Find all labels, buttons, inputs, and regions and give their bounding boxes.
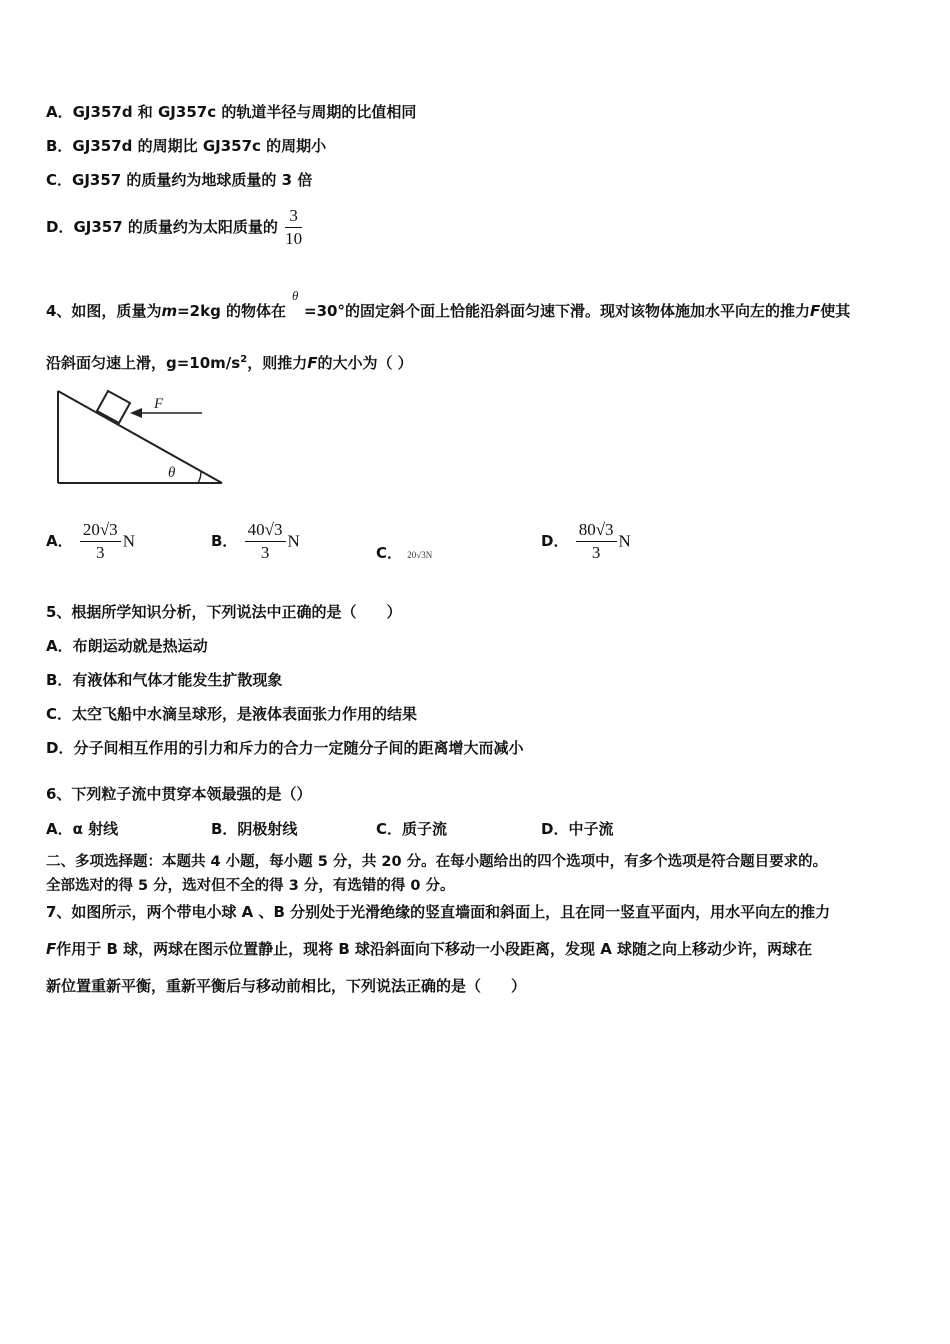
q3-option-c: C．GJ357 的质量约为地球质量的 3 倍 <box>46 171 313 189</box>
q3-option-b: B．GJ357d 的周期比 GJ357c 的周期小 <box>46 137 327 155</box>
q3-option-d-text: D．GJ357 的质量约为太阳质量的 <box>46 218 278 236</box>
q4-option-c <box>376 542 432 563</box>
q7-stem-line2 <box>46 939 812 959</box>
force-label: F <box>154 396 164 412</box>
q4-text-g: 的大小为（ ） <box>317 354 413 372</box>
q4-text-b: =2kg 的物体在 <box>177 302 287 320</box>
theta-symbol: θ <box>292 288 299 303</box>
force-variable: F <box>46 940 57 958</box>
angle-arc <box>198 471 201 483</box>
block-box <box>97 391 130 423</box>
q4-option-b <box>211 518 300 565</box>
q6-option-b: B．阴极射线 <box>211 820 298 838</box>
mass-variable: m <box>161 302 178 320</box>
fraction-denominator: 3 <box>260 543 270 562</box>
incline-slope <box>58 391 222 483</box>
fraction-denominator: 3 <box>96 543 105 562</box>
option-unit: N <box>618 531 631 551</box>
incline-diagram <box>50 385 240 495</box>
option-value-small: 20√3N <box>407 550 433 560</box>
fraction-numerator: 3 <box>285 205 302 228</box>
q4-stem-line2 <box>46 350 413 373</box>
option-label: A． <box>46 532 73 550</box>
q3-option-d-fraction <box>285 205 302 250</box>
q7-text: 作用于 B 球，两球在图示位置静止，现将 B 球沿斜面向下移动一小段距离，发现 A 球随之向上移动少许，两球在 <box>56 940 813 958</box>
q5-option-d: D．分子间相互作用的引力和斥力的合力一定随分子间的距离增大而减小 <box>46 739 524 757</box>
angle-label: θ <box>168 465 176 481</box>
q6-option-c: C．质子流 <box>376 820 448 838</box>
section2-heading-line1: 二、多项选择题：本题共 4 小题，每小题 5 分，共 20 分。在每小题给出的四个选项中，有多个选项是符合题目要求的。 <box>46 854 828 870</box>
q4-option-d <box>541 518 631 565</box>
force-variable: F <box>810 302 821 320</box>
option-unit: N <box>122 531 135 551</box>
q7-stem-line3: 新位置重新平衡，重新平衡后与移动前相比，下列说法正确的是（ ） <box>46 977 527 995</box>
force-arrow-head <box>130 408 142 418</box>
q4-text-c: =30°的固定斜个面上恰能沿斜面匀速下滑。现对该物体施加水平向左的推力 <box>304 302 810 320</box>
q5-option-c: C．太空飞船中水滴呈球形，是液体表面张力作用的结果 <box>46 705 418 723</box>
option-fraction <box>245 519 286 564</box>
fraction-numerator: 20√3 <box>80 519 121 542</box>
option-unit: N <box>287 531 300 551</box>
option-label: D． <box>541 532 569 550</box>
q5-stem: 5、根据所学知识分析，下列说法中正确的是（ ） <box>46 603 402 621</box>
fraction-denominator: 3 <box>591 543 601 562</box>
q5-option-a: A．布朗运动就是热运动 <box>46 637 208 655</box>
q5-option-b: B．有液体和气体才能发生扩散现象 <box>46 671 283 689</box>
q4-text-f: ，则推力 <box>247 354 308 372</box>
section2-heading-line2: 全部选对的得 5 分，选对但不全的得 3 分，有选错的得 0 分。 <box>46 878 455 894</box>
q3-option-a: A．GJ357d 和 GJ357c 的轨道半径与周期的比值相同 <box>46 103 417 121</box>
q4-text-a: 4、如图，质量为 <box>46 302 162 320</box>
q7-stem-line1: 7、如图所示，两个带电小球 A 、B 分别处于光滑绝缘的竖直墙面和斜面上，且在同一竖直平面内，用水平向左的推力 <box>46 903 831 921</box>
option-fraction <box>80 519 121 564</box>
q4-text-e: 沿斜面匀速上滑，g=10m/s <box>46 354 241 372</box>
option-label: C． <box>376 544 403 562</box>
q4-stem-line1 <box>46 300 850 322</box>
q6-option-a: A．α 射线 <box>46 820 119 838</box>
exponent: 2 <box>240 354 248 365</box>
q4-text-d: 使其 <box>820 302 851 320</box>
q6-stem: 6、下列粒子流中贯穿本领最强的是（） <box>46 785 312 803</box>
option-fraction <box>576 519 617 564</box>
q3-option-d <box>46 204 304 250</box>
fraction-denominator: 10 <box>285 229 303 248</box>
q6-option-d: D．中子流 <box>541 820 614 838</box>
q4-option-a <box>46 518 135 565</box>
force-variable: F <box>307 354 318 372</box>
option-label: B． <box>211 532 238 550</box>
fraction-numerator: 80√3 <box>576 519 617 542</box>
fraction-numerator: 40√3 <box>245 519 286 542</box>
